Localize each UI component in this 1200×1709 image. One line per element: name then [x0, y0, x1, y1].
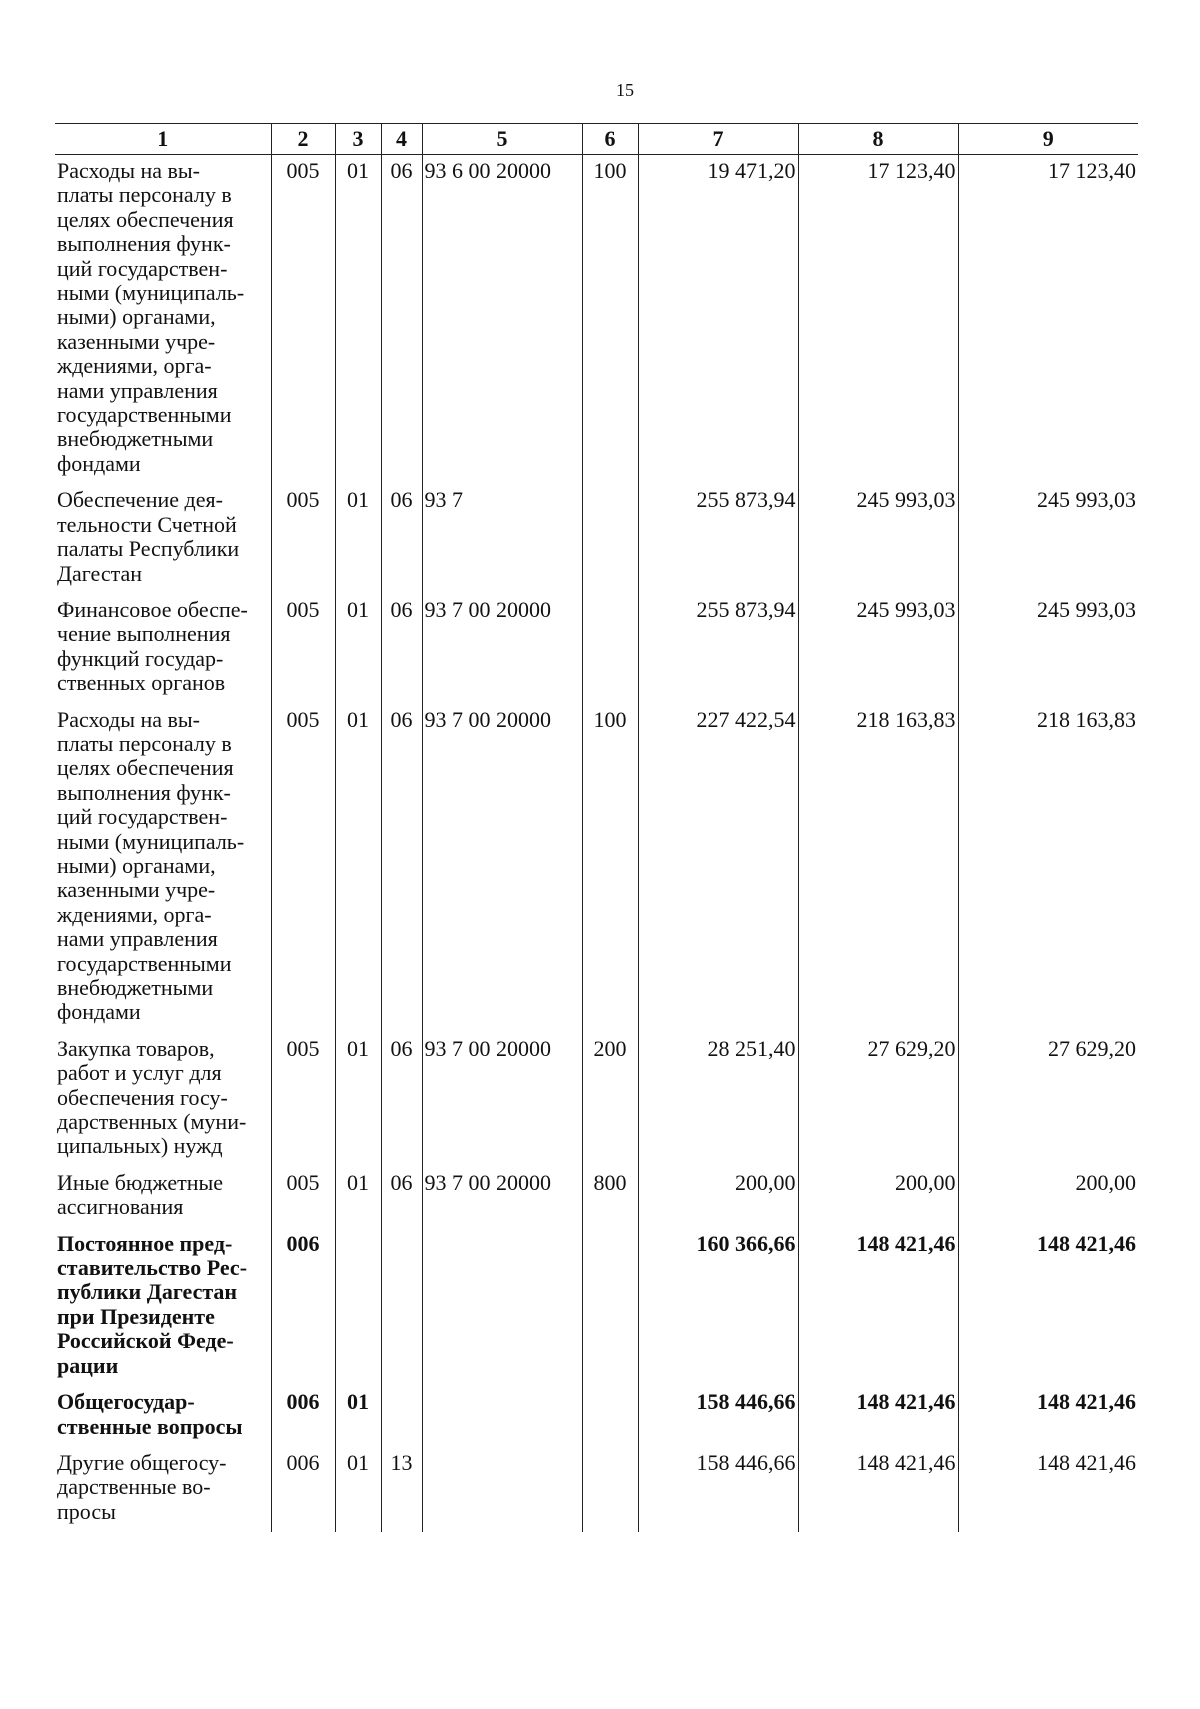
row-name-cell: Постоянное пред- ставительство Рес- публики Дагестан при Президенте Российской Феде- рации	[55, 1228, 271, 1386]
row-ved-cell: 005	[271, 594, 335, 704]
row-name-cell: Расходы на вы- платы персоналу в целях обеспечения выполнения функ- ций государствен- ными (муниципаль- ными) органами, казенными учре- ждениями, орга- нами управления государственными внебюджетными фондами	[55, 155, 271, 485]
table-row	[55, 704, 1138, 1033]
row-vr-cell: 100	[582, 704, 638, 1033]
row-rz-cell: 01	[335, 1033, 381, 1167]
header-col-6: 6	[582, 124, 638, 155]
row-name-cell: Иные бюджетные ассигнования	[55, 1167, 271, 1228]
header-col-3: 3	[335, 124, 381, 155]
row-ved-cell: 005	[271, 155, 335, 485]
header-col-2: 2	[271, 124, 335, 155]
row-rz-cell: 01	[335, 594, 381, 704]
row-ved-cell: 006	[271, 1447, 335, 1532]
row-vr-cell	[582, 1447, 638, 1532]
row-amount-col7-cell: 255 873,94	[638, 594, 798, 704]
row-amount-col7-cell: 158 446,66	[638, 1447, 798, 1532]
header-col-4: 4	[381, 124, 422, 155]
row-amount-col7-cell: 28 251,40	[638, 1033, 798, 1167]
row-vr-cell: 100	[582, 155, 638, 485]
row-name-cell: Общегосудар- ственные вопросы	[55, 1386, 271, 1447]
row-amount-col8-cell: 27 629,20	[798, 1033, 958, 1167]
row-rz-cell: 01	[335, 155, 381, 485]
row-pr-cell	[381, 1228, 422, 1386]
row-csr-cell	[422, 1386, 582, 1447]
row-csr-cell	[422, 1228, 582, 1386]
row-vr-cell: 200	[582, 1033, 638, 1167]
row-amount-col9-cell: 245 993,03	[1037, 487, 1136, 513]
header-col-5: 5	[422, 124, 582, 155]
row-name-cell: Обеспечение дея- тельности Счетной палаты Республики Дагестан	[55, 484, 271, 594]
row-pr-cell: 06	[381, 1167, 422, 1228]
row-pr-cell: 13	[381, 1447, 422, 1532]
row-name-cell: Закупка товаров, работ и услуг для обеспечения госу- дарственных (муни- ципальных) нужд	[55, 1033, 271, 1167]
row-rz-cell: 01	[335, 1386, 381, 1447]
row-csr-cell: 93 7 00 20000	[422, 1167, 582, 1228]
table-row	[55, 1167, 1138, 1228]
row-amount-col8-cell: 148 421,46	[798, 1228, 958, 1386]
row-rz-cell: 01	[335, 1447, 381, 1532]
row-rz-cell: 01	[335, 704, 381, 1033]
header-col-9: 9	[958, 124, 1138, 155]
row-amount-col8-cell: 200,00	[798, 1167, 958, 1228]
row-amount-col9-cell: 148 421,46	[1037, 1449, 1136, 1475]
row-vr-cell	[582, 1228, 638, 1386]
table-row	[55, 1447, 1138, 1532]
row-amount-col9-cell: 245 993,03	[1037, 596, 1136, 622]
table-row	[55, 1386, 1138, 1447]
row-name-cell: Финансовое обеспе- чение выполнения функций государ- ственных органов	[55, 594, 271, 704]
row-ved-cell: 006	[271, 1228, 335, 1386]
row-amount-col7-cell: 160 366,66	[638, 1228, 798, 1386]
row-rz-cell: 01	[335, 484, 381, 594]
row-amount-col8-cell: 245 993,03	[798, 594, 958, 704]
row-ved-cell: 005	[271, 484, 335, 594]
row-amount-col9-cell: 148 421,46	[1037, 1389, 1136, 1415]
row-rz-cell: 01	[335, 1167, 381, 1228]
row-vr-cell	[582, 1386, 638, 1447]
row-amount-col7-cell: 255 873,94	[638, 484, 798, 594]
row-csr-cell: 93 7 00 20000	[422, 1033, 582, 1167]
row-csr-cell: 93 7	[422, 484, 582, 594]
table-row	[55, 484, 1138, 594]
row-pr-cell: 06	[381, 484, 422, 594]
row-amount-col8-cell: 245 993,03	[798, 484, 958, 594]
table-row	[55, 1033, 1138, 1167]
row-csr-cell: 93 7 00 20000	[422, 594, 582, 704]
budget-table-container	[55, 123, 1138, 1578]
row-ved-cell: 005	[271, 1167, 335, 1228]
table-row	[55, 594, 1138, 704]
row-amount-col8-cell: 148 421,46	[798, 1447, 958, 1532]
header-col-8: 8	[798, 124, 958, 155]
row-amount-col7-cell: 200,00	[638, 1167, 798, 1228]
header-col-1: 1	[55, 124, 271, 155]
row-name-cell: Другие общегосу- дарственные во- просы	[55, 1447, 271, 1532]
budget-table	[55, 123, 1138, 1532]
row-amount-col9-cell: 148 421,46	[1037, 1230, 1136, 1256]
row-csr-cell: 93 6 00 20000	[422, 155, 582, 485]
row-amount-col8-cell: 148 421,46	[798, 1386, 958, 1447]
row-amount-col7-cell: 227 422,54	[638, 704, 798, 1033]
row-amount-col9-cell: 218 163,83	[1037, 706, 1136, 732]
row-vr-cell	[582, 484, 638, 594]
table-body	[55, 155, 1138, 1533]
row-rz-cell	[335, 1228, 381, 1386]
row-amount-col9-cell: 17 123,40	[1048, 158, 1136, 183]
row-amount-col7-cell: 158 446,66	[638, 1386, 798, 1447]
row-pr-cell	[381, 1386, 422, 1447]
row-pr-cell: 06	[381, 704, 422, 1033]
row-csr-cell	[422, 1447, 582, 1532]
row-pr-cell: 06	[381, 155, 422, 485]
row-amount-col7-cell: 19 471,20	[638, 155, 798, 485]
row-name-cell: Расходы на вы- платы персоналу в целях обеспечения выполнения функ- ций государствен- ными (муниципаль- ными) органами, казенными учре- ждениями, орга- нами управления государственными внебюджетными фондами	[55, 704, 271, 1033]
row-amount-col8-cell: 17 123,40	[798, 155, 958, 485]
table-row	[55, 155, 1138, 485]
row-amount-col9-cell: 200,00	[1075, 1169, 1136, 1195]
row-amount-col9-cell: 27 629,20	[1048, 1035, 1136, 1061]
row-csr-cell: 93 7 00 20000	[422, 704, 582, 1033]
row-pr-cell: 06	[381, 594, 422, 704]
page-number: 15	[616, 80, 634, 100]
header-row	[55, 124, 1138, 155]
header-col-7: 7	[638, 124, 798, 155]
row-amount-col8-cell: 218 163,83	[798, 704, 958, 1033]
row-ved-cell: 006	[271, 1386, 335, 1447]
row-ved-cell: 005	[271, 1033, 335, 1167]
row-pr-cell: 06	[381, 1033, 422, 1167]
row-vr-cell	[582, 594, 638, 704]
row-vr-cell: 800	[582, 1167, 638, 1228]
row-ved-cell: 005	[271, 704, 335, 1033]
table-row	[55, 1228, 1138, 1386]
